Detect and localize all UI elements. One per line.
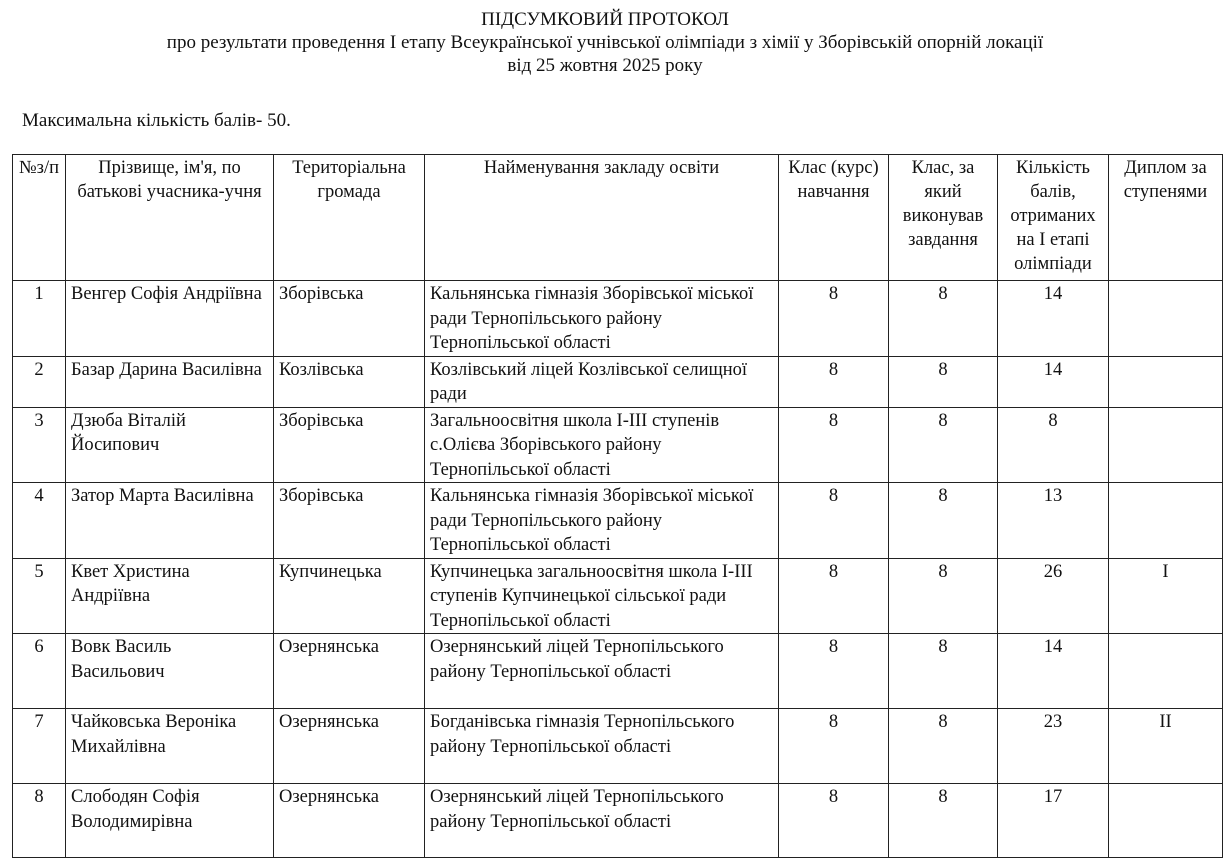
cell-diploma: [1109, 634, 1223, 709]
cell-class: 8: [779, 356, 889, 407]
cell-community: Зборівська: [274, 407, 425, 483]
cell-score: 14: [998, 281, 1109, 357]
header-class-task: Клас, за який виконував завдання: [889, 155, 998, 281]
table-header-row: [13, 155, 1223, 281]
cell-score: 8: [998, 407, 1109, 483]
results-table: [12, 154, 1223, 858]
cell-class-task: 8: [889, 558, 998, 634]
cell-class: 8: [779, 407, 889, 483]
cell-num: 6: [13, 634, 66, 709]
cell-name: Чайковська Вероніка Михайлівна: [66, 709, 274, 784]
cell-num: 2: [13, 356, 66, 407]
cell-name: Базар Дарина Василівна: [66, 356, 274, 407]
table-row: [13, 483, 1223, 559]
cell-name: Квет Христина Андріївна: [66, 558, 274, 634]
table-row: [13, 407, 1223, 483]
document-subtitle: про результати проведення І етапу Всеукраїнської учнівської олімпіади з хімії у Зборівській опорній локації: [166, 32, 1044, 53]
header-class: Клас (курс) навчання: [779, 155, 889, 281]
cell-class: 8: [779, 634, 889, 709]
cell-num: 5: [13, 558, 66, 634]
cell-diploma: ІІ: [1109, 709, 1223, 784]
cell-school: Озернянський ліцей Тернопільського району Тернопільської області: [425, 634, 779, 709]
cell-class-task: 8: [889, 709, 998, 784]
document-date: від 25 жовтня 2025 року: [507, 55, 703, 76]
cell-num: 8: [13, 784, 66, 858]
cell-community: Козлівська: [274, 356, 425, 407]
header-name: Прізвище, ім'я, по батькові учасника-учня: [66, 155, 274, 281]
cell-class-task: 8: [889, 483, 998, 559]
document-header: [0, 8, 1210, 77]
table-row: [13, 356, 1223, 407]
cell-diploma: [1109, 407, 1223, 483]
cell-community: Купчинецька: [274, 558, 425, 634]
cell-num: 7: [13, 709, 66, 784]
cell-community: Озернянська: [274, 784, 425, 858]
cell-class-task: 8: [889, 356, 998, 407]
cell-class: 8: [779, 709, 889, 784]
cell-class-task: 8: [889, 407, 998, 483]
cell-school: Озернянський ліцей Тернопільського району Тернопільської області: [425, 784, 779, 858]
cell-score: 26: [998, 558, 1109, 634]
cell-score: 17: [998, 784, 1109, 858]
table-row: [13, 634, 1223, 709]
cell-school: Козлівський ліцей Козлівської селищної ради: [425, 356, 779, 407]
header-community: Територіальна громада: [274, 155, 425, 281]
header-num: №з/п: [13, 155, 66, 281]
cell-diploma: [1109, 356, 1223, 407]
table-row: [13, 709, 1223, 784]
table-row: [13, 784, 1223, 858]
cell-class: 8: [779, 558, 889, 634]
cell-name: Вовк Василь Васильович: [66, 634, 274, 709]
cell-school: Кальнянська гімназія Зборівської міської ради Тернопільського району Тернопільської області: [425, 281, 779, 357]
cell-class: 8: [779, 483, 889, 559]
cell-diploma: [1109, 483, 1223, 559]
cell-name: Дзюба Віталій Йосипович: [66, 407, 274, 483]
cell-score: 23: [998, 709, 1109, 784]
header-score: Кількість балів, отриманих на І етапі олімпіади: [998, 155, 1109, 281]
document-title: ПІДСУМКОВИЙ ПРОТОКОЛ: [481, 9, 729, 30]
cell-name: Венгер Софія Андріївна: [66, 281, 274, 357]
cell-class-task: 8: [889, 784, 998, 858]
cell-score: 13: [998, 483, 1109, 559]
cell-diploma: І: [1109, 558, 1223, 634]
cell-name: Слободян Софія Володимирівна: [66, 784, 274, 858]
cell-num: 4: [13, 483, 66, 559]
max-score-note: Максимальна кількість балів- 50.: [22, 110, 291, 131]
cell-name: Затор Марта Василівна: [66, 483, 274, 559]
cell-community: Зборівська: [274, 281, 425, 357]
cell-class: 8: [779, 281, 889, 357]
cell-school: Богданівська гімназія Тернопільського району Тернопільської області: [425, 709, 779, 784]
header-school: Найменування закладу освіти: [425, 155, 779, 281]
cell-num: 1: [13, 281, 66, 357]
cell-class-task: 8: [889, 281, 998, 357]
cell-score: 14: [998, 356, 1109, 407]
cell-diploma: [1109, 281, 1223, 357]
cell-community: Озернянська: [274, 709, 425, 784]
table-row: [13, 281, 1223, 357]
cell-school: Загальноосвітня школа І-ІІІ ступенів с.Олієва Зборівського району Тернопільської області: [425, 407, 779, 483]
cell-school: Кальнянська гімназія Зборівської міської ради Тернопільського району Тернопільської області: [425, 483, 779, 559]
cell-class: 8: [779, 784, 889, 858]
cell-diploma: [1109, 784, 1223, 858]
cell-num: 3: [13, 407, 66, 483]
header-diploma: Диплом за ступенями: [1109, 155, 1223, 281]
cell-score: 14: [998, 634, 1109, 709]
table-row: [13, 558, 1223, 634]
cell-class-task: 8: [889, 634, 998, 709]
cell-school: Купчинецька загальноосвітня школа І-ІІІ ступенів Купчинецької сільської ради Тернопільської області: [425, 558, 779, 634]
cell-community: Зборівська: [274, 483, 425, 559]
cell-community: Озернянська: [274, 634, 425, 709]
